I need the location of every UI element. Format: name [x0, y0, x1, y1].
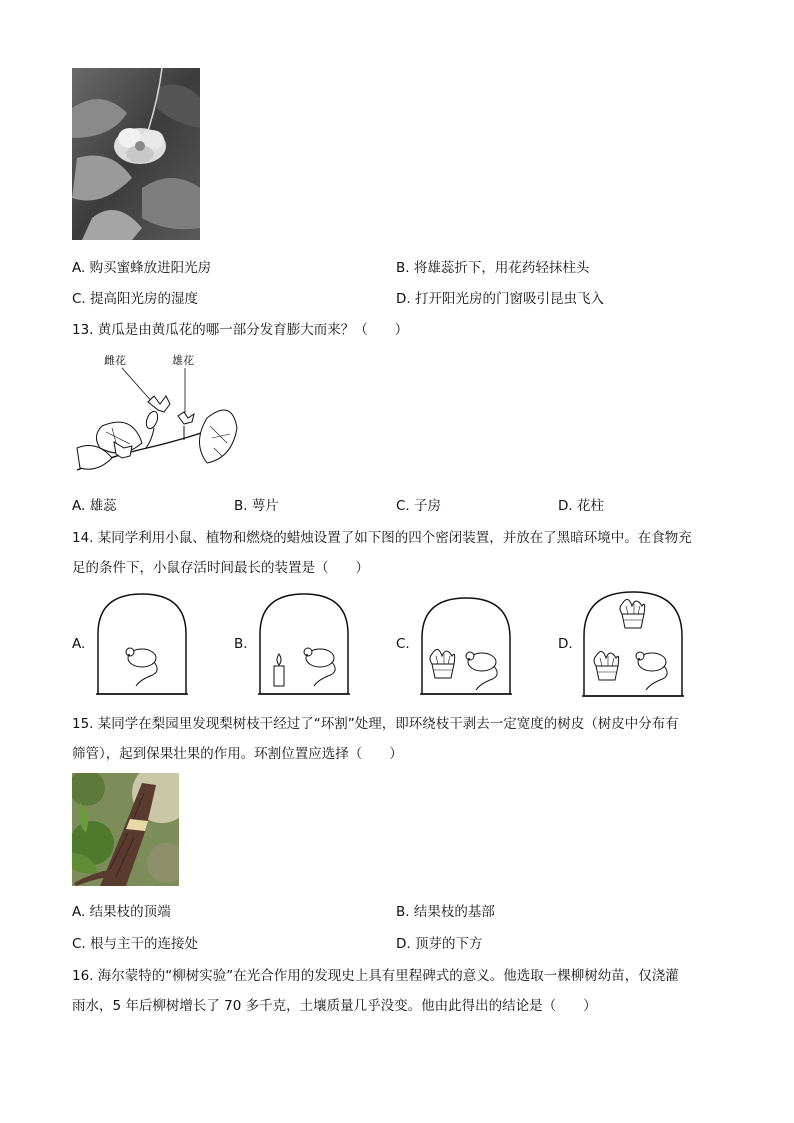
q13-option-d: D. 花柱 [558, 498, 604, 514]
q15-option-b: B. 结果枝的基部 [396, 904, 495, 920]
q14-label-c: C. [396, 636, 410, 652]
q14-label-d: D. [558, 636, 573, 652]
q12-option-d: D. 打开阳光房的门窗吸引昆虫飞入 [396, 291, 604, 307]
q15-option-d: D. 顶芽的下方 [396, 936, 483, 952]
q13-option-a: A. 雄蕊 [72, 498, 117, 514]
pear-branch-photo [72, 773, 179, 886]
q16-line-1: 16. 海尔蒙特的“柳树实验”在光合作用的发现史上具有里程碑式的意义。他选取一棵柳树幼苗，仅浇灌 [72, 968, 679, 984]
q15-option-a: A. 结果枝的顶端 [72, 904, 171, 920]
bell-jar-a [96, 592, 188, 696]
q13-option-c: C. 子房 [396, 498, 442, 514]
q14-label-a: A. [72, 636, 86, 652]
q14-line-2: 足的条件下，小鼠存活时间最长的装置是（ ） [72, 560, 369, 576]
q16-line-2: 雨水，5 年后柳树增长了 70 多千克，土壤质量几乎没变。他由此得出的结论是（ ） [72, 998, 597, 1014]
q12-option-a: A. 购买蜜蜂放进阳光房 [72, 260, 212, 276]
flower-photo [72, 68, 200, 240]
female-flower-label: 雌花 [104, 354, 126, 367]
bell-jar-d [582, 590, 684, 698]
q12-option-c: C. 提高阳光房的湿度 [72, 291, 199, 307]
q15-option-c: C. 根与主干的连接处 [72, 936, 199, 952]
bell-jar-c [420, 596, 512, 696]
q14-line-1: 14. 某同学利用小鼠、植物和燃烧的蜡烛设置了如下图的四个密闭装置，并放在了黑暗环境中。在食物充 [72, 530, 692, 546]
q13-question: 13. 黄瓜是由黄瓜花的哪一部分发育膨大而来？（ ） [72, 322, 409, 338]
cucumber-flower-diagram [72, 348, 242, 478]
q12-option-b: B. 将雄蕊折下，用花药轻抹柱头 [396, 260, 590, 276]
q13-option-b: B. 萼片 [234, 498, 279, 514]
q15-line-2: 筛管），起到保果壮果的作用。环割位置应选择（ ） [72, 746, 403, 762]
bell-jar-b [258, 592, 350, 696]
male-flower-label: 雄花 [172, 354, 194, 367]
q14-label-b: B. [234, 636, 248, 652]
q15-line-1: 15. 某同学在梨园里发现梨树枝干经过了“环割”处理，即环绕枝干剥去一定宽度的树皮（树皮中分布有 [72, 716, 679, 732]
